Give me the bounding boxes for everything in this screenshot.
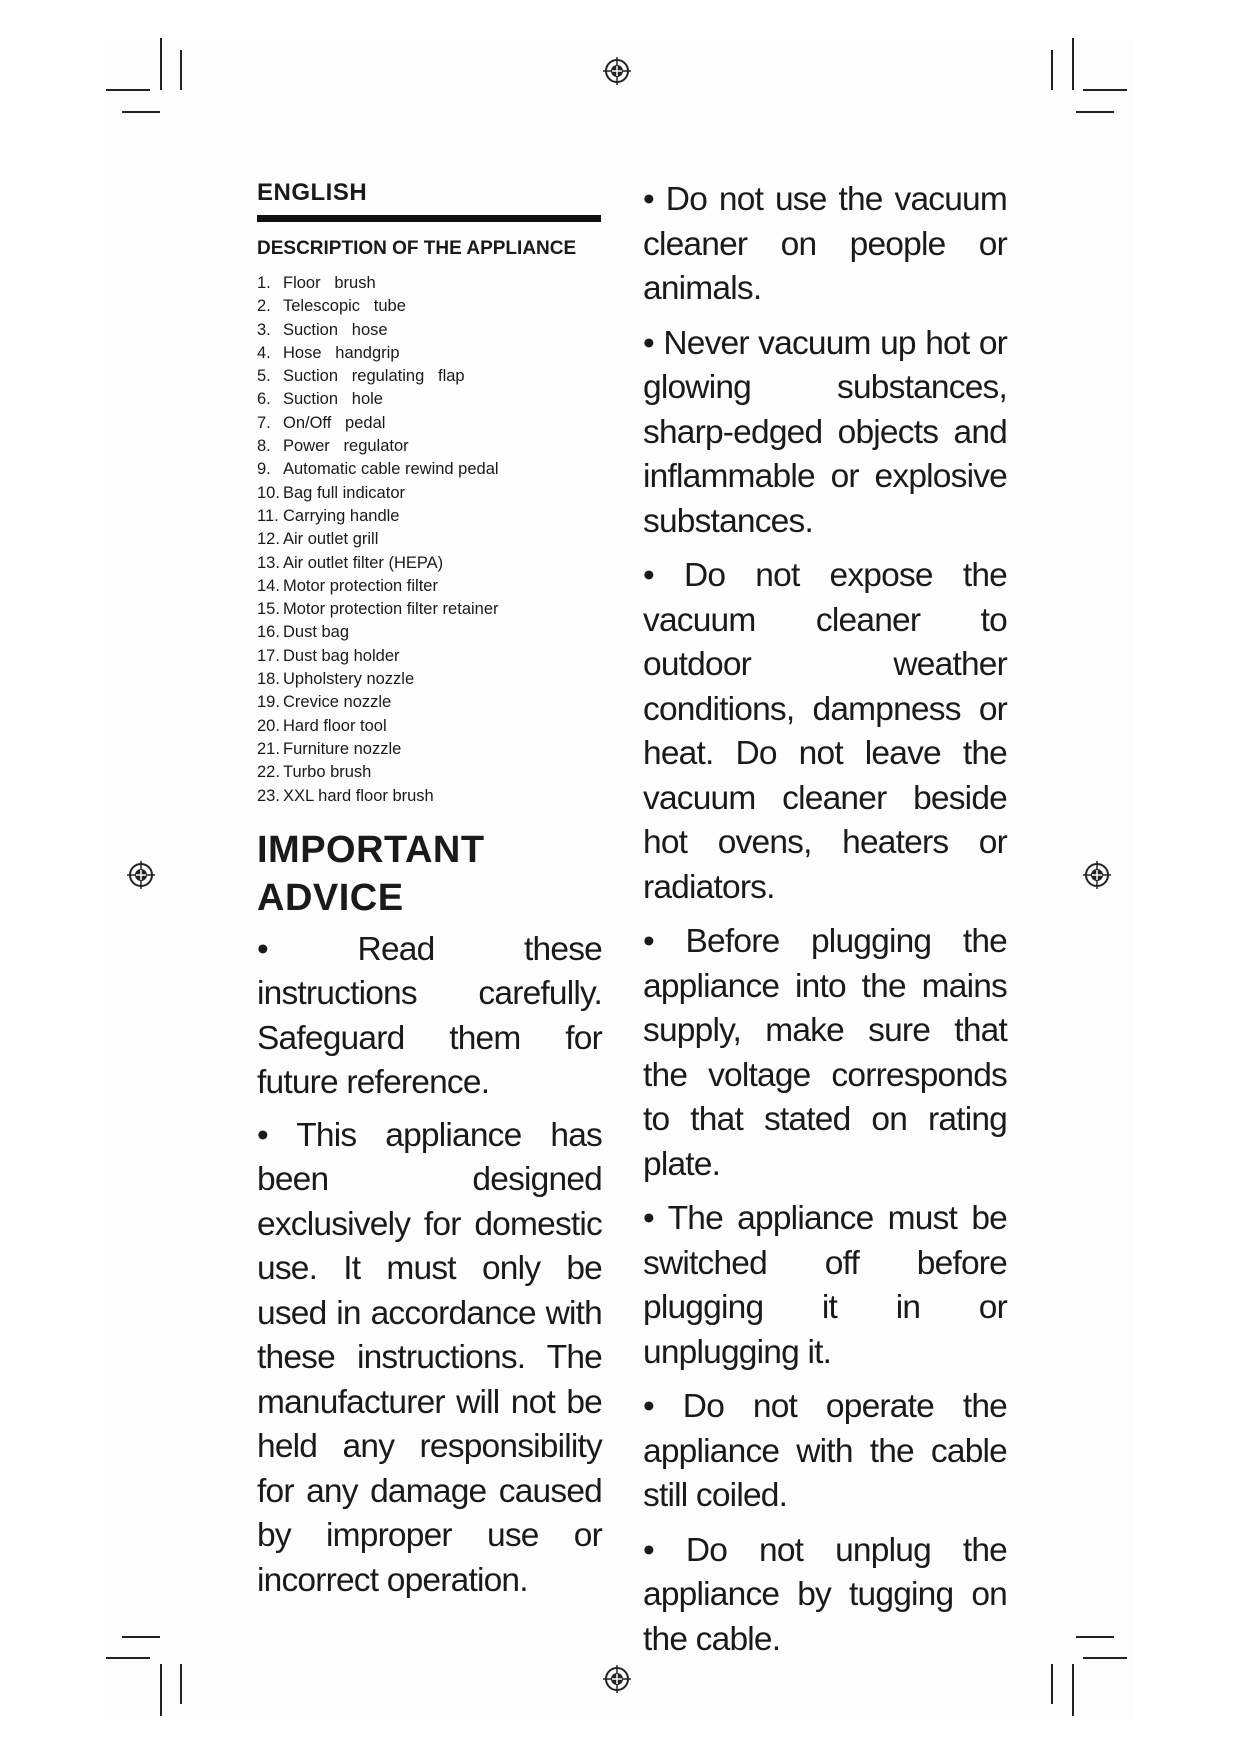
important-title-line1: IMPORTANT [257, 828, 485, 871]
part-label: Bag full indicator [283, 483, 405, 502]
registration-mark-icon [126, 860, 156, 890]
parts-list-item [257, 598, 602, 621]
part-number: 14. [257, 576, 280, 595]
parts-list-item [257, 785, 602, 808]
part-number: 8. [257, 437, 271, 456]
parts-list-item [257, 435, 602, 458]
part-label: Motor protection filter [283, 576, 438, 595]
part-label: Upholstery nozzle [283, 670, 415, 689]
crop-mark [1051, 50, 1053, 90]
part-number: 15. [257, 600, 280, 619]
advice-paragraph: • Do not expose the vacuum cleaner to outdoor weather conditions, dampness or heat. Do not leave the vacuum cleaner beside hot ovens, heaters or radiators. [643, 557, 1007, 906]
part-label: Telescopic tube [283, 297, 406, 316]
part-number: 2. [257, 297, 271, 316]
part-label: Suction regulating flap [283, 367, 465, 386]
crop-mark [1083, 1657, 1127, 1659]
language-heading: ENGLISH [257, 179, 368, 206]
crop-mark [1083, 89, 1127, 91]
important-title-line2: ADVICE [257, 876, 404, 919]
parts-list-item [257, 761, 602, 784]
registration-mark-icon [1082, 860, 1112, 890]
crop-mark [1076, 111, 1114, 113]
part-label: On/Off pedal [283, 413, 386, 432]
part-number: 4. [257, 343, 271, 362]
parts-list-item [257, 412, 602, 435]
part-number: 12. [257, 530, 280, 549]
section-title: DESCRIPTION OF THE APPLIANCE [257, 238, 577, 259]
part-number: 6. [257, 390, 271, 409]
advice-paragraph: • This appliance has been designed exclusively for domestic use. It must only be used in accordance with these instructions. The manufacturer will not be held any responsibility for any damage caused by improper use or incorrect operation. [257, 1116, 602, 1599]
part-number: 1. [257, 274, 271, 292]
part-label: Floor brush [283, 274, 376, 292]
part-label: Suction hose [283, 320, 388, 339]
parts-list [257, 272, 602, 808]
part-label: Hard floor tool [283, 716, 387, 735]
part-label: Motor protection filter retainer [283, 600, 499, 619]
crop-mark [1051, 1664, 1053, 1704]
advice-paragraph: • Never vacuum up hot or glowing substances, sharp-edged objects and inflammable or explosive substances. [643, 324, 1007, 540]
part-number: 17. [257, 646, 280, 665]
parts-list-item [257, 295, 602, 318]
part-label: Air outlet grill [283, 530, 379, 549]
parts-list-item [257, 365, 602, 388]
parts-list-item [257, 272, 602, 295]
important-advice-heading [257, 826, 602, 922]
advice-paragraph: • Do not unplug the appliance by tugging on the cable. [643, 1531, 1007, 1658]
crop-mark [106, 89, 150, 91]
parts-list-item [257, 342, 602, 365]
part-number: 10. [257, 483, 280, 502]
parts-list-item [257, 691, 602, 714]
advice-paragraph: • Before plugging the appliance into the mains supply, make sure that the voltage corresponds to that stated on rating plate. [643, 923, 1007, 1183]
registration-mark-icon [602, 1664, 632, 1694]
part-label: Power regulator [283, 437, 409, 456]
parts-list-item [257, 575, 602, 598]
part-label: Turbo brush [283, 763, 372, 782]
parts-list-item [257, 715, 602, 738]
part-label: Carrying handle [283, 506, 400, 525]
part-number: 18. [257, 670, 280, 689]
crop-mark [106, 1657, 150, 1659]
left-column [257, 178, 602, 1611]
advice-paragraph: • Do not use the vacuum cleaner on people or animals. [643, 181, 1007, 307]
part-number: 11. [257, 506, 279, 525]
crop-mark [1076, 1636, 1114, 1638]
part-number: 9. [257, 460, 271, 479]
crop-mark [122, 111, 160, 113]
crop-mark [160, 38, 162, 90]
right-column [643, 178, 1007, 1672]
part-number: 3. [257, 320, 271, 339]
parts-list-item [257, 482, 602, 505]
parts-list-item [257, 552, 602, 575]
part-number: 5. [257, 367, 271, 386]
parts-list-item [257, 645, 602, 668]
parts-list-item [257, 621, 602, 644]
parts-list-item [257, 505, 602, 528]
part-label: Furniture nozzle [283, 739, 402, 758]
heading-rule [257, 215, 601, 222]
part-label: XXL hard floor brush [283, 786, 434, 805]
part-number: 13. [257, 553, 280, 572]
advice-paragraph: • Do not operate the appliance with the cable still coiled. [643, 1388, 1007, 1514]
part-number: 21. [257, 739, 280, 758]
parts-list-item [257, 319, 602, 342]
parts-list-item [257, 388, 602, 411]
part-label: Air outlet filter (HEPA) [283, 553, 444, 572]
part-label: Crevice nozzle [283, 693, 392, 712]
crop-mark [180, 1664, 182, 1704]
advice-paragraph: • Read these instructions carefully. Safeguard them for future reference. [257, 930, 602, 1102]
part-number: 7. [257, 413, 271, 432]
parts-list-item [257, 668, 602, 691]
parts-list-item [257, 458, 602, 481]
part-number: 19. [257, 693, 280, 712]
parts-list-item [257, 528, 602, 551]
part-number: 22. [257, 763, 280, 782]
crop-mark [180, 50, 182, 90]
part-label: Automatic cable rewind pedal [283, 460, 499, 479]
crop-mark [122, 1636, 160, 1638]
part-label: Dust bag holder [283, 646, 400, 665]
part-number: 20. [257, 716, 280, 735]
parts-list-item [257, 738, 602, 761]
part-number: 16. [257, 623, 280, 642]
part-label: Dust bag [283, 623, 350, 642]
crop-mark [160, 1664, 162, 1716]
crop-mark [1072, 1664, 1074, 1716]
part-label: Hose handgrip [283, 343, 400, 362]
registration-mark-icon [602, 56, 632, 86]
part-label: Suction hole [283, 390, 383, 409]
part-number: 23. [257, 786, 280, 805]
advice-paragraph: • The appliance must be switched off before plugging it in or unplugging it. [643, 1200, 1007, 1371]
crop-mark [1072, 38, 1074, 90]
